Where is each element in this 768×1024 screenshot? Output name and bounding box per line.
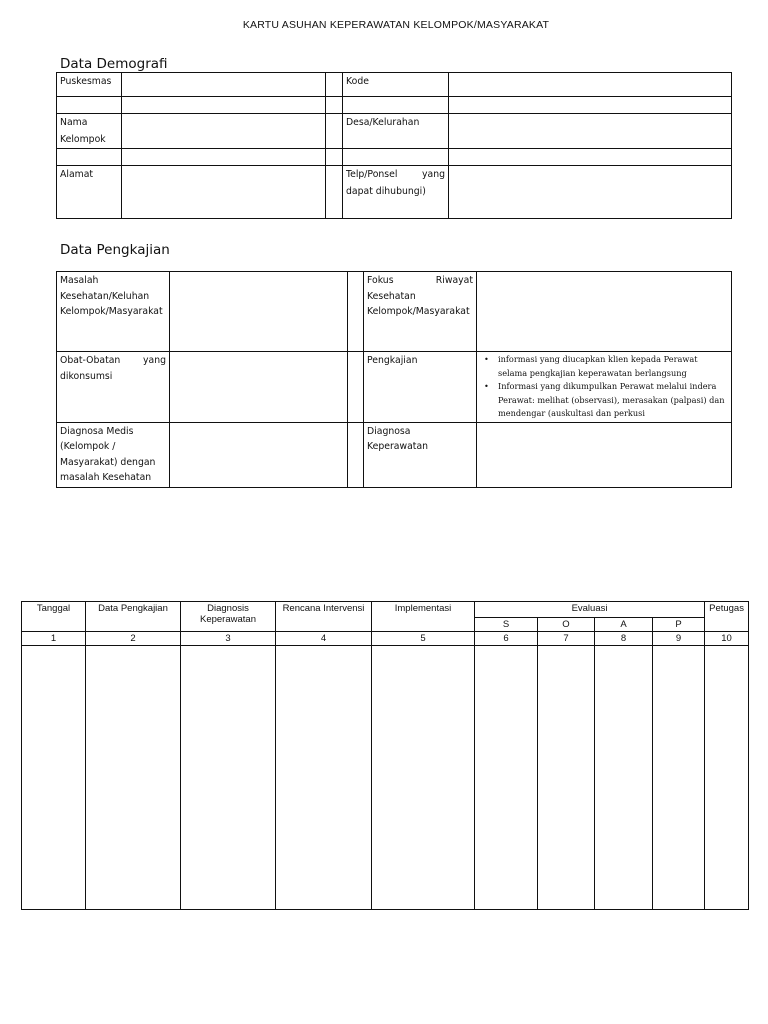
spacer-cell	[326, 73, 343, 97]
header-evaluasi: Evaluasi	[475, 602, 705, 618]
header-evaluasi-a: A	[595, 618, 653, 632]
label-obat-obatan: Obat-Obatan yang dikonsumsi	[57, 352, 170, 423]
demografi-table	[56, 72, 732, 219]
label-telp: Telp/Ponsel yang dapat dihubungi)	[343, 166, 449, 219]
header-evaluasi-p: P	[653, 618, 705, 632]
empty-cell	[57, 97, 122, 114]
column-number: 7	[538, 632, 595, 646]
column-number: 9	[653, 632, 705, 646]
field-evaluasi-o[interactable]	[538, 646, 595, 910]
column-number: 10	[705, 632, 749, 646]
field-telp[interactable]	[449, 166, 732, 219]
field-tanggal[interactable]	[22, 646, 86, 910]
column-number: 5	[372, 632, 475, 646]
label-puskesmas: Puskesmas	[57, 73, 122, 97]
field-diagnosa-medis[interactable]	[170, 422, 348, 487]
field-petugas[interactable]	[705, 646, 749, 910]
label-diagnosa-medis: Diagnosa Medis (Kelompok / Masyarakat) dengan masalah Kesehatan	[57, 422, 170, 487]
empty-cell	[343, 149, 449, 166]
spacer-cell	[326, 97, 343, 114]
empty-cell	[57, 149, 122, 166]
field-puskesmas[interactable]	[122, 73, 326, 97]
header-tanggal: Tanggal	[22, 602, 86, 632]
section-heading-demografi: Data Demografi	[60, 56, 168, 72]
empty-cell	[343, 97, 449, 114]
field-alamat[interactable]	[122, 166, 326, 219]
field-evaluasi-a[interactable]	[595, 646, 653, 910]
header-rencana-intervensi: Rencana Intervensi	[276, 602, 372, 632]
empty-cell	[449, 97, 732, 114]
field-obat-obatan[interactable]	[170, 352, 348, 423]
empty-cell	[449, 149, 732, 166]
column-number: 6	[475, 632, 538, 646]
bullet-objektif: • Informasi yang dikumpulkan Perawat melalui indera Perawat: melihat (observasi), merasakan (palpasi) dan mendengar (auskultasi dan perkusi	[480, 380, 728, 421]
label-desa-kelurahan: Desa/Kelurahan	[343, 114, 449, 149]
header-diagnosis-keperawatan: Diagnosis Keperawatan	[181, 602, 276, 632]
field-implementasi[interactable]	[372, 646, 475, 910]
bullet-subjektif: • informasi yang diucapkan klien kepada Perawat selama pengkajian keperawatan berlangsung	[480, 353, 728, 380]
pengkajian-table	[56, 271, 732, 488]
column-number: 4	[276, 632, 372, 646]
spacer-cell	[326, 114, 343, 149]
field-fokus-riwayat[interactable]	[477, 272, 732, 352]
label-pengkajian: Pengkajian	[364, 352, 477, 423]
label-kode: Kode	[343, 73, 449, 97]
spacer-cell	[348, 352, 364, 423]
spacer-cell	[326, 149, 343, 166]
spacer-cell	[348, 272, 364, 352]
spacer-cell	[348, 422, 364, 487]
label-nama-kelompok: Nama Kelompok	[57, 114, 122, 149]
field-evaluasi-p[interactable]	[653, 646, 705, 910]
field-diagnosa-keperawatan[interactable]	[477, 422, 732, 487]
pengkajian-notes[interactable]	[477, 352, 732, 423]
header-petugas: Petugas	[705, 602, 749, 632]
header-data-pengkajian: Data Pengkajian	[86, 602, 181, 632]
empty-cell	[122, 97, 326, 114]
field-evaluasi-s[interactable]	[475, 646, 538, 910]
header-evaluasi-o: O	[538, 618, 595, 632]
field-diagnosis[interactable]	[181, 646, 276, 910]
field-desa-kelurahan[interactable]	[449, 114, 732, 149]
label-diagnosa-keperawatan: Diagnosa Keperawatan	[364, 422, 477, 487]
column-number: 1	[22, 632, 86, 646]
pengkajian-bullet-list	[480, 353, 728, 421]
care-log-table	[21, 601, 749, 910]
empty-cell	[122, 149, 326, 166]
column-number: 3	[181, 632, 276, 646]
header-implementasi: Implementasi	[372, 602, 475, 632]
label-fokus-riwayat: Fokus Riwayat Kesehatan Kelompok/Masyarakat	[364, 272, 477, 352]
column-number: 8	[595, 632, 653, 646]
document-title: KARTU ASUHAN KEPERAWATAN KELOMPOK/MASYARAKAT	[242, 19, 550, 31]
spacer-cell	[326, 166, 343, 219]
field-data-pengkajian[interactable]	[86, 646, 181, 910]
column-number: 2	[86, 632, 181, 646]
section-heading-pengkajian: Data Pengkajian	[60, 242, 170, 258]
field-nama-kelompok[interactable]	[122, 114, 326, 149]
label-alamat: Alamat	[57, 166, 122, 219]
field-rencana-intervensi[interactable]	[276, 646, 372, 910]
label-masalah-kesehatan: Masalah Kesehatan/Keluhan Kelompok/Masyarakat	[57, 272, 170, 352]
field-kode[interactable]	[449, 73, 732, 97]
field-masalah-kesehatan[interactable]	[170, 272, 348, 352]
header-evaluasi-s: S	[475, 618, 538, 632]
